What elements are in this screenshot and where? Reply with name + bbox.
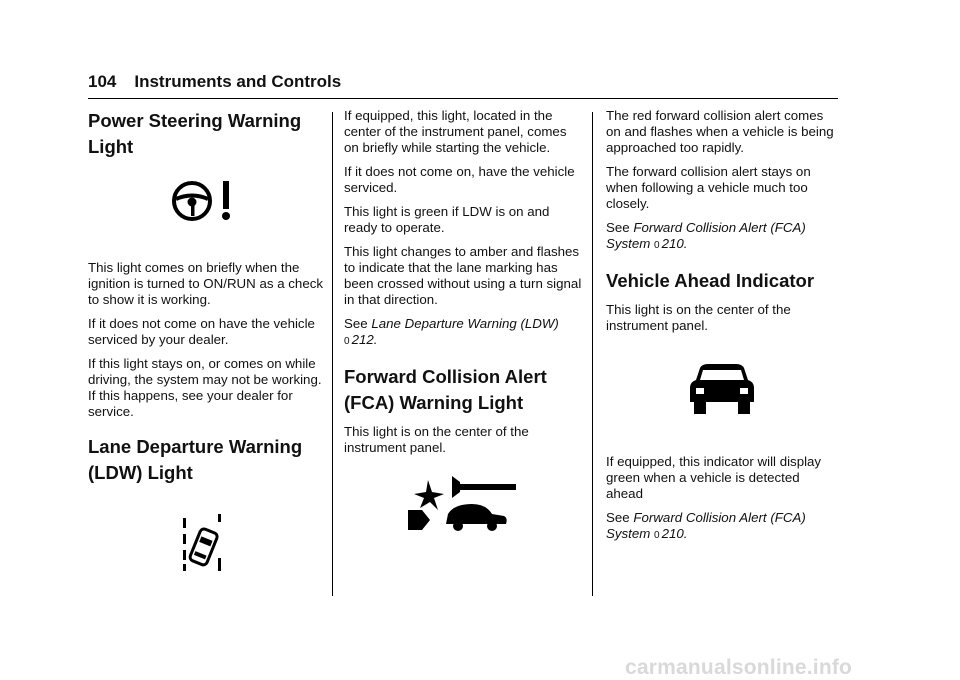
fca-see-reference: See Forward Collision Alert (FCA) System 0 210. <box>606 220 838 254</box>
fca-para-1: This light is on the center of the instrument panel. <box>344 424 529 455</box>
va-page-ref[interactable]: 210 <box>661 526 684 541</box>
power-steering-warning-icon <box>170 178 240 224</box>
ldw-reference-link[interactable]: Lane Departure Warning (LDW) <box>371 316 559 331</box>
fca-para-2: The red forward collision alert comes on and flashes when a vehicle is being approached too rapidly. <box>606 108 834 155</box>
page-ref-arrow-icon: 0 <box>654 530 660 541</box>
page-ref-arrow-icon: 0 <box>654 240 660 251</box>
page-number: 104 <box>88 72 117 91</box>
column-2 <box>344 108 582 554</box>
forward-collision-icon <box>406 474 518 534</box>
watermark: carmanualsonline.info <box>625 656 853 679</box>
page-ref-arrow-icon: 0 <box>344 336 350 347</box>
ldw-para-4: This light changes to amber and flashes to indicate that the lane marking has been crossed without using a turn signal in that direction. <box>344 244 582 307</box>
fca-para-3: The forward collision alert stays on when following a vehicle much too closely. <box>606 164 811 211</box>
ldw-see-reference: See Lane Departure Warning (LDW) 0 212. <box>344 316 582 350</box>
ldw-para-3: This light is green if LDW is on and ready to operate. <box>344 204 550 235</box>
ps-para-3: If this light stays on, or comes on while driving, the system may not be working. If this happens, see your dealer for service. <box>88 356 322 419</box>
va-para-2: If equipped, this indicator will display green when a vehicle is detected ahead <box>606 454 822 501</box>
column-3 <box>606 108 838 552</box>
fca-reference-link[interactable]: Forward Collision Alert (FCA) System <box>606 220 806 251</box>
header-rule <box>88 98 838 99</box>
va-see-reference: See Forward Collision Alert (FCA) System 0 210. <box>606 510 838 544</box>
fca-page-ref[interactable]: 210 <box>661 236 684 251</box>
heading-lane-departure: Lane Departure Warning (LDW) Light <box>88 436 303 483</box>
ldw-para-1: If equipped, this light, located in the center of the instrument panel, comes on briefly while starting the vehicle. <box>344 108 567 155</box>
column-1 <box>88 108 323 584</box>
column-divider-1 <box>332 112 333 596</box>
ldw-para-2: If it does not come on, have the vehicle serviced. <box>344 164 575 195</box>
heading-vehicle-ahead: Vehicle Ahead Indicator <box>606 270 815 291</box>
page-header <box>88 72 838 92</box>
heading-forward-collision: Forward Collision Alert (FCA) Warning Light <box>344 366 547 413</box>
section-title: Instruments and Controls <box>134 72 342 91</box>
ps-para-2: If it does not come on have the vehicle serviced by your dealer. <box>88 316 315 347</box>
vehicle-ahead-icon <box>690 364 754 416</box>
lane-departure-icon <box>180 514 230 572</box>
ldw-page-ref[interactable]: 212 <box>351 332 374 347</box>
va-reference-link[interactable]: Forward Collision Alert (FCA) System <box>606 510 806 541</box>
va-para-1: This light is on the center of the instrument panel. <box>606 302 791 333</box>
heading-power-steering: Power Steering Warning Light <box>88 110 302 157</box>
column-divider-2 <box>592 112 593 596</box>
ps-para-1: This light comes on briefly when the ignition is turned to ON/RUN as a check to show it is working. <box>88 260 324 307</box>
